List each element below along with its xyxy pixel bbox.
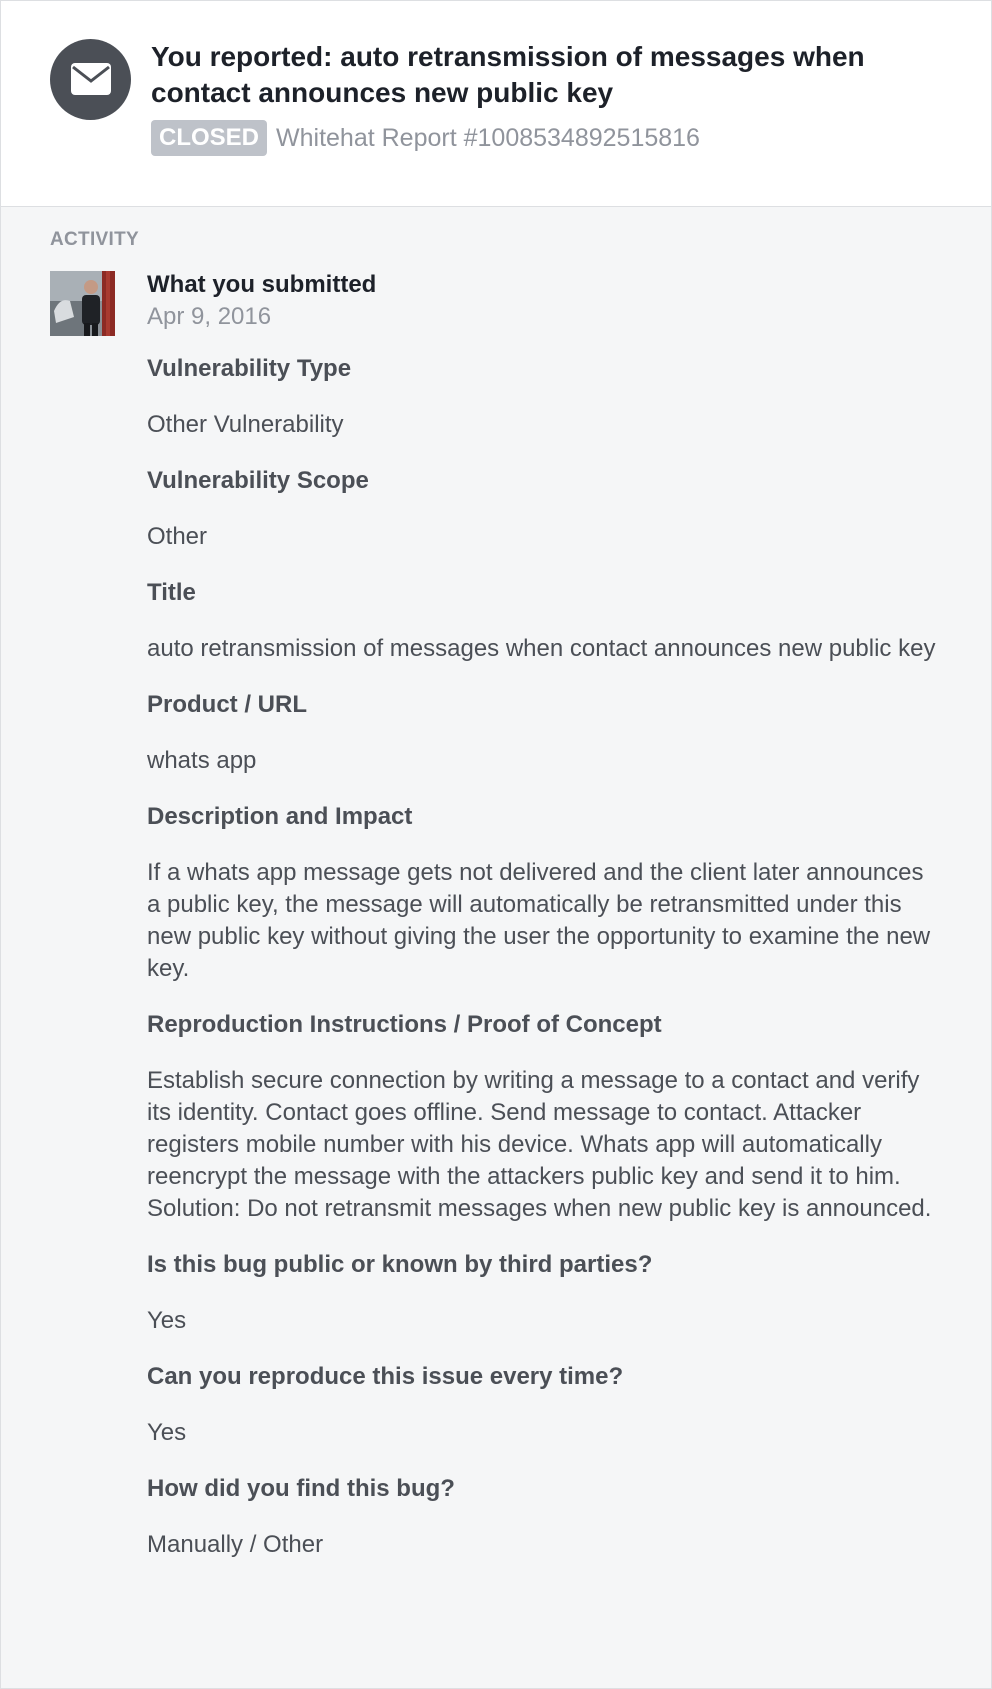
entry-date: Apr 9, 2016: [147, 303, 272, 330]
field-value-vulnerability-type: Other Vulnerability: [147, 411, 344, 438]
envelope-glyph: [71, 63, 111, 95]
avatar[interactable]: [50, 271, 115, 336]
field-value-reproduction: Establish secure connection by writing a message to a contact and verify its identity. Contact goes offline. Send message to contact. Attacker registers mobile number with his device. Whats app will automatically reencrypt the message with the attackers public key and send it to him. Solution: Do not retransmit messages when new public key is announced.: [147, 1067, 932, 1222]
field-value-vulnerability-scope: Other: [147, 523, 208, 550]
field-value-product-url: whats app: [147, 747, 257, 774]
field-label-product-url: Product / URL: [147, 691, 307, 718]
envelope-icon: [50, 39, 131, 120]
report-meta: [151, 120, 700, 156]
report-title: You reported: auto retransmission of messages when contact announces new public key: [151, 41, 865, 108]
field-label-title: Title: [147, 579, 196, 606]
report-id: Whitehat Report #1008534892515816: [276, 123, 700, 152]
field-value-description: If a whats app message gets not delivered and the client later announces a public key, the message will automatically be retransmitted under this new public key without giving the user the opportunity to examine the new key.: [147, 859, 931, 982]
field-label-how-found: How did you find this bug?: [147, 1475, 455, 1502]
field-label-description: Description and Impact: [147, 803, 413, 830]
field-value-reproducible: Yes: [147, 1419, 187, 1446]
field-value-how-found: Manually / Other: [147, 1531, 324, 1558]
entry-title: What you submitted: [147, 271, 377, 298]
field-label-vulnerability-scope: Vulnerability Scope: [147, 467, 369, 494]
field-label-public-known: Is this bug public or known by third parties?: [147, 1251, 653, 1278]
field-label-reproduction: Reproduction Instructions / Proof of Concept: [147, 1011, 662, 1038]
activity-label: ACTIVITY: [50, 229, 139, 250]
field-label-reproducible: Can you reproduce this issue every time?: [147, 1363, 624, 1390]
field-value-title: auto retransmission of messages when contact announces new public key: [147, 635, 936, 662]
field-value-public-known: Yes: [147, 1307, 187, 1334]
report-header: [1, 1, 991, 207]
activity-entry: [147, 269, 937, 1585]
field-label-vulnerability-type: Vulnerability Type: [147, 355, 352, 382]
status-badge: CLOSED: [151, 120, 267, 156]
